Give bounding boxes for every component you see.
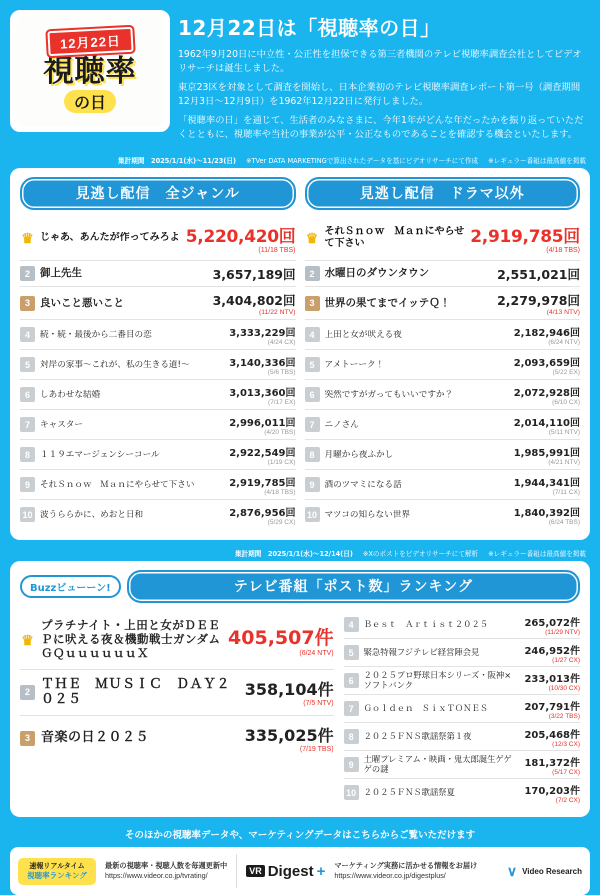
- vr-company-name: Video Research: [522, 866, 582, 876]
- rank-badge: 4: [305, 327, 320, 342]
- row-value: 3,140,336回: [229, 357, 296, 369]
- row-sub: (7/11 CX): [552, 488, 580, 496]
- row-value: 3,013,360回: [229, 387, 296, 399]
- table-row: [305, 217, 581, 261]
- row-sub: (5/11 NTV): [548, 428, 580, 436]
- row-value: 265,072件: [524, 617, 580, 629]
- video-research-logo: [507, 863, 582, 880]
- row-name: 水曜日のダウンタウン: [324, 267, 430, 280]
- row-sub: (4/21 NTV): [548, 458, 580, 466]
- rank-badge: 7: [344, 701, 359, 716]
- header-paragraph-3: 「視聴率の日」を通じて、生活者のみなさまに、今年1年がどんな年だったかを振り返っていただくとともに、視聴率や当社の事業が公平・公正なものであることを確認する機会といたします。: [178, 114, 584, 141]
- row-name: 酒のツマミになる話: [324, 479, 402, 490]
- table-row: [305, 287, 581, 320]
- footer: [10, 847, 590, 895]
- footer-col-digest: [246, 863, 325, 880]
- row-name: ２０２５ＦＮＳ歌謡祭夏: [363, 787, 455, 797]
- rank-badge: 6: [20, 387, 35, 402]
- row-sub: (1/27 CX): [552, 656, 580, 664]
- meta-note-1b: ※レギュラー番組は最高値を掲載: [488, 157, 586, 166]
- row-name: 緊急特報フジテレビ経営陣会見: [363, 647, 480, 657]
- row-name: プラチナイト・上田と女がＤＥＥＰに吠える夜＆機動戦士ガンダム ＧＱｕｕｕｕｕｕＸ: [41, 619, 221, 661]
- row-sub: (7/5 NTV): [303, 700, 334, 708]
- table-row: [305, 440, 581, 470]
- footer-col1-url[interactable]: https://www.videor.co.jp/tvrating/: [105, 871, 208, 881]
- row-name: それＳｎｏｗ Ｍａｎにやらせて下さい: [40, 479, 195, 490]
- meta-line-2: [0, 547, 600, 561]
- rank-badge: 8: [20, 447, 35, 462]
- footer-col-tvrating: [105, 861, 227, 883]
- rank-badge: 2: [20, 685, 35, 700]
- meta-note-2b: ※レギュラー番組は最高値を掲載: [488, 550, 586, 559]
- rank-badge: 5: [344, 645, 359, 660]
- logo-main-text: 視聴率: [43, 53, 137, 89]
- row-name: 世界の果てまでイッテＱ！: [324, 296, 451, 309]
- post-ranking-top3: [20, 611, 334, 806]
- table-row: [20, 350, 296, 380]
- rank-badge: 2: [20, 266, 35, 281]
- row-name: 音楽の日２０２５: [41, 730, 150, 746]
- table-row: [20, 470, 296, 500]
- rank-badge: 5: [20, 357, 35, 372]
- table-row: [344, 723, 580, 751]
- ranking-list-all-genre: [20, 217, 296, 529]
- row-value: 2,551,021回: [497, 266, 580, 282]
- rank-badge: 3: [20, 296, 35, 311]
- footer-col1-title: 最新の視聴率・視聴人数を毎週更新中: [105, 860, 228, 870]
- table-row: [305, 470, 581, 500]
- rank-badge: 9: [20, 477, 35, 492]
- row-value: 2,876,956回: [229, 507, 296, 519]
- row-value: 181,372件: [524, 757, 580, 769]
- crown-icon: ♛: [21, 229, 34, 246]
- header-paragraph-1: 1962年9月20日に中立性・公正性を担保できる第三者機関のテレビ視聴率調査会社としてビデオリサーチは誕生しました。: [178, 49, 582, 75]
- row-name: それＳｎｏｗ Ｍａｎにやらせて下さい: [324, 225, 465, 250]
- row-sub: (4/24 CX): [267, 338, 296, 346]
- crown-icon: ♛: [305, 229, 319, 246]
- table-row: [20, 217, 296, 261]
- row-value: 233,013件: [524, 673, 580, 685]
- row-value: 205,468件: [524, 729, 580, 741]
- post-ranking-card: [10, 561, 590, 817]
- row-value: 358,104件: [244, 680, 334, 700]
- row-value: 335,025件: [244, 726, 334, 746]
- table-row: [305, 500, 581, 529]
- row-name: ニノさん: [324, 419, 359, 430]
- logo-date-badge: 12月22日: [47, 27, 133, 56]
- row-value: 246,952件: [524, 645, 580, 657]
- row-name: １１９エマージェンシーコール: [40, 449, 160, 460]
- table-row: [20, 500, 296, 529]
- rank-badge: 10: [344, 785, 359, 800]
- meta-period-1: 集計期間 2025/1/1(水)～11/23(日): [118, 157, 236, 166]
- row-value: 3,404,802回: [212, 292, 296, 308]
- table-row: [305, 410, 581, 440]
- row-sub: (11/29 NTV): [545, 628, 580, 636]
- header-text-block: [178, 10, 588, 146]
- row-sub: (4/20 TBS): [264, 428, 296, 436]
- section-title-all-genre: 見逃し配信 全ジャンル: [20, 177, 296, 210]
- badge-line-2: 視聴率ランキング: [27, 871, 87, 881]
- row-name: ＴＨＥ ＭＵＳＩＣ ＤＡＹ２０２５: [41, 676, 231, 708]
- row-sub: (5/17 CX): [552, 768, 580, 776]
- row-sub: (7/2 CX): [555, 796, 580, 804]
- table-row: [20, 287, 296, 320]
- table-row: [305, 261, 581, 287]
- digest-vr-mark: VR: [246, 865, 265, 877]
- row-name: キャスター: [40, 419, 83, 430]
- row-value: 3,333,229回: [229, 327, 296, 339]
- table-row: [344, 639, 580, 667]
- row-value: 1,944,341回: [513, 477, 580, 489]
- row-sub: (7/19 TBS): [299, 746, 334, 754]
- rank-badge: 10: [20, 507, 35, 522]
- rank-badge: 3: [305, 296, 320, 311]
- page-title: 12月22日は「視聴率の日」: [178, 16, 441, 40]
- row-sub: (10/30 CX): [548, 684, 580, 692]
- header: [0, 0, 600, 154]
- post-ranking-4-to-10: [344, 611, 580, 806]
- row-name: Ｂｅｓｔ Ａｒｔｉｓｔ２０２５: [363, 619, 489, 629]
- row-sub: (7/17 EX): [268, 398, 296, 406]
- table-row: [20, 611, 334, 669]
- rank-badge: 7: [305, 417, 320, 432]
- rank-badge: 5: [305, 357, 320, 372]
- table-row: [344, 667, 580, 695]
- crown-icon: ♛: [21, 631, 34, 648]
- row-sub: (6/24 NTV): [299, 650, 334, 658]
- table-row: [305, 380, 581, 410]
- meta-note-1a: ※TVer DATA MARKETINGで算出されたデータを基にビデオリサーチにて作成: [245, 157, 479, 166]
- row-sub: (4/18 TBS): [264, 488, 296, 496]
- digest-plus: +: [316, 862, 326, 880]
- row-value: 170,203件: [524, 785, 580, 797]
- row-name: 波うららかに、めおと日和: [40, 509, 144, 520]
- row-name: 月曜から夜ふかし: [324, 449, 394, 460]
- rank-badge: 8: [344, 729, 359, 744]
- meta-period-2: 集計期間 2025/1/1(水)～12/14(日): [234, 550, 353, 559]
- realtime-ranking-badge[interactable]: [18, 858, 96, 885]
- ranking-column-all-genre: [20, 177, 296, 529]
- row-name: マツコの知らない世界: [324, 509, 411, 520]
- row-name: 対岸の家事～これが、私の生きる道!～: [40, 359, 190, 370]
- ranking-list-non-drama: [305, 217, 581, 529]
- row-name: 御上先生: [40, 267, 82, 280]
- row-name: ２０２５プロ野球日本シリーズ・阪神×ソフトバンク: [363, 670, 512, 690]
- row-sub: (3/22 TBS): [548, 712, 580, 720]
- catchup-ranking-card: [10, 168, 590, 540]
- table-row: [344, 695, 580, 723]
- row-value: 3,657,189回: [212, 266, 296, 282]
- table-row: [20, 716, 334, 760]
- row-sub: (1/19 CX): [267, 458, 296, 466]
- table-row: [20, 410, 296, 440]
- row-sub: (5/6 TBS): [267, 368, 296, 376]
- row-name: 続・続・最後から二番目の恋: [40, 329, 152, 340]
- digest-text: Digest: [267, 862, 314, 880]
- row-value: 2,919,785回: [470, 227, 580, 248]
- table-row: [305, 320, 581, 350]
- table-row: [20, 261, 296, 287]
- row-value: 5,220,420回: [185, 227, 296, 248]
- row-name: Ｇｏｌｄｅｎ ＳｉｘＴＯＮＥＳ: [363, 703, 489, 713]
- rank-badge: 4: [344, 617, 359, 632]
- table-row: [20, 320, 296, 350]
- row-name: しあわせな結婚: [40, 389, 101, 400]
- header-paragraph-2: 東京23区を対象として調査を開始し、日本企業初のテレビ視聴率調査レポート第一号（調査期間12月3日～12月9日）を1962年12月22日に発行しました。: [178, 81, 581, 108]
- table-row: [344, 779, 580, 806]
- badge-line-1: 速報リアルタイム: [29, 863, 85, 871]
- row-sub: (12/3 CX): [552, 740, 580, 748]
- row-value: 2,922,549回: [229, 447, 296, 459]
- row-sub: (11/22 NTV): [258, 308, 296, 316]
- rank-badge: 2: [305, 266, 320, 281]
- row-value: 207,791件: [524, 701, 580, 713]
- row-name: アメトーーク！: [324, 359, 385, 370]
- rank-badge: 9: [305, 477, 320, 492]
- rank-badge: 7: [20, 417, 35, 432]
- meta-line-1: [0, 154, 600, 168]
- rank-badge: 10: [305, 507, 320, 522]
- row-sub: (4/13 NTV): [546, 308, 580, 316]
- bottom-note: そのほかの視聴率データや、マーケティングデータはこちらからご覧いただけます: [124, 830, 476, 842]
- rank-badge: 6: [305, 387, 320, 402]
- row-sub: (6/10 CX): [552, 398, 580, 406]
- row-value: 405,507件: [228, 627, 334, 650]
- row-sub: (5/22 EX): [552, 368, 580, 376]
- table-row: [305, 350, 581, 380]
- footer-col2-url[interactable]: https://www.videor.co.jp/digestplus/: [334, 871, 446, 881]
- row-name: 良いこと悪いこと: [40, 296, 124, 309]
- row-sub: (6/24 NTV): [548, 338, 580, 346]
- table-row: [20, 670, 334, 716]
- row-sub: (4/18 TBS): [546, 247, 580, 255]
- rank-badge: 8: [305, 447, 320, 462]
- row-name: 土曜プレミアム・映画・鬼太郎誕生ゲゲゲの謎: [363, 754, 512, 774]
- ranking-column-non-drama: [305, 177, 581, 529]
- row-name: 上田と女が吠える夜: [324, 329, 402, 340]
- row-value: 2,996,011回: [229, 417, 296, 429]
- footer-divider: [236, 854, 237, 888]
- rank-badge: 3: [20, 731, 35, 746]
- table-row: [20, 440, 296, 470]
- section-title-post-ranking: テレビ番組「ポスト数」ランキング: [127, 570, 580, 603]
- row-name: じゃあ、あんたが作ってみろよ: [40, 232, 180, 244]
- footer-col2-title: マーケティング実務に活かせる情報をお届け: [334, 860, 478, 870]
- row-sub: (5/29 CX): [267, 518, 296, 526]
- table-row: [344, 751, 580, 779]
- digest-logo[interactable]: [246, 863, 325, 880]
- row-value: 2,919,785回: [229, 477, 296, 489]
- row-sub: (6/24 TBS): [548, 518, 580, 526]
- rank-badge: 6: [344, 673, 359, 688]
- row-value: 1,840,392回: [513, 507, 580, 519]
- row-sub: (11/18 TBS): [258, 247, 296, 255]
- vr-mark-icon: ∨: [506, 862, 518, 879]
- row-value: 2,072,928回: [513, 387, 580, 399]
- table-row: [344, 611, 580, 639]
- logo-badge: [10, 10, 170, 132]
- section-title-non-drama: 見逃し配信 ドラマ以外: [305, 177, 581, 210]
- row-value: 2,279,978回: [497, 292, 580, 308]
- table-row: [20, 380, 296, 410]
- logo-sub-text: の日: [64, 90, 116, 113]
- row-value: 2,014,110回: [513, 417, 580, 429]
- row-name: ２０２５ＦＮＳ歌謡祭第１夜: [363, 731, 472, 741]
- rank-badge: 9: [344, 757, 359, 772]
- row-value: 1,985,991回: [513, 447, 580, 459]
- meta-note-2a: ※Xのポストをビデオリサーチにて解析: [362, 550, 479, 559]
- row-value: 2,182,946回: [513, 327, 580, 339]
- row-name: 突然ですがガってもいいですか？: [324, 389, 454, 400]
- rank-badge: 4: [20, 327, 35, 342]
- buzz-logo: Buzzビューーン!: [20, 575, 121, 598]
- row-value: 2,093,659回: [513, 357, 580, 369]
- footer-col-digestplus: [334, 861, 477, 883]
